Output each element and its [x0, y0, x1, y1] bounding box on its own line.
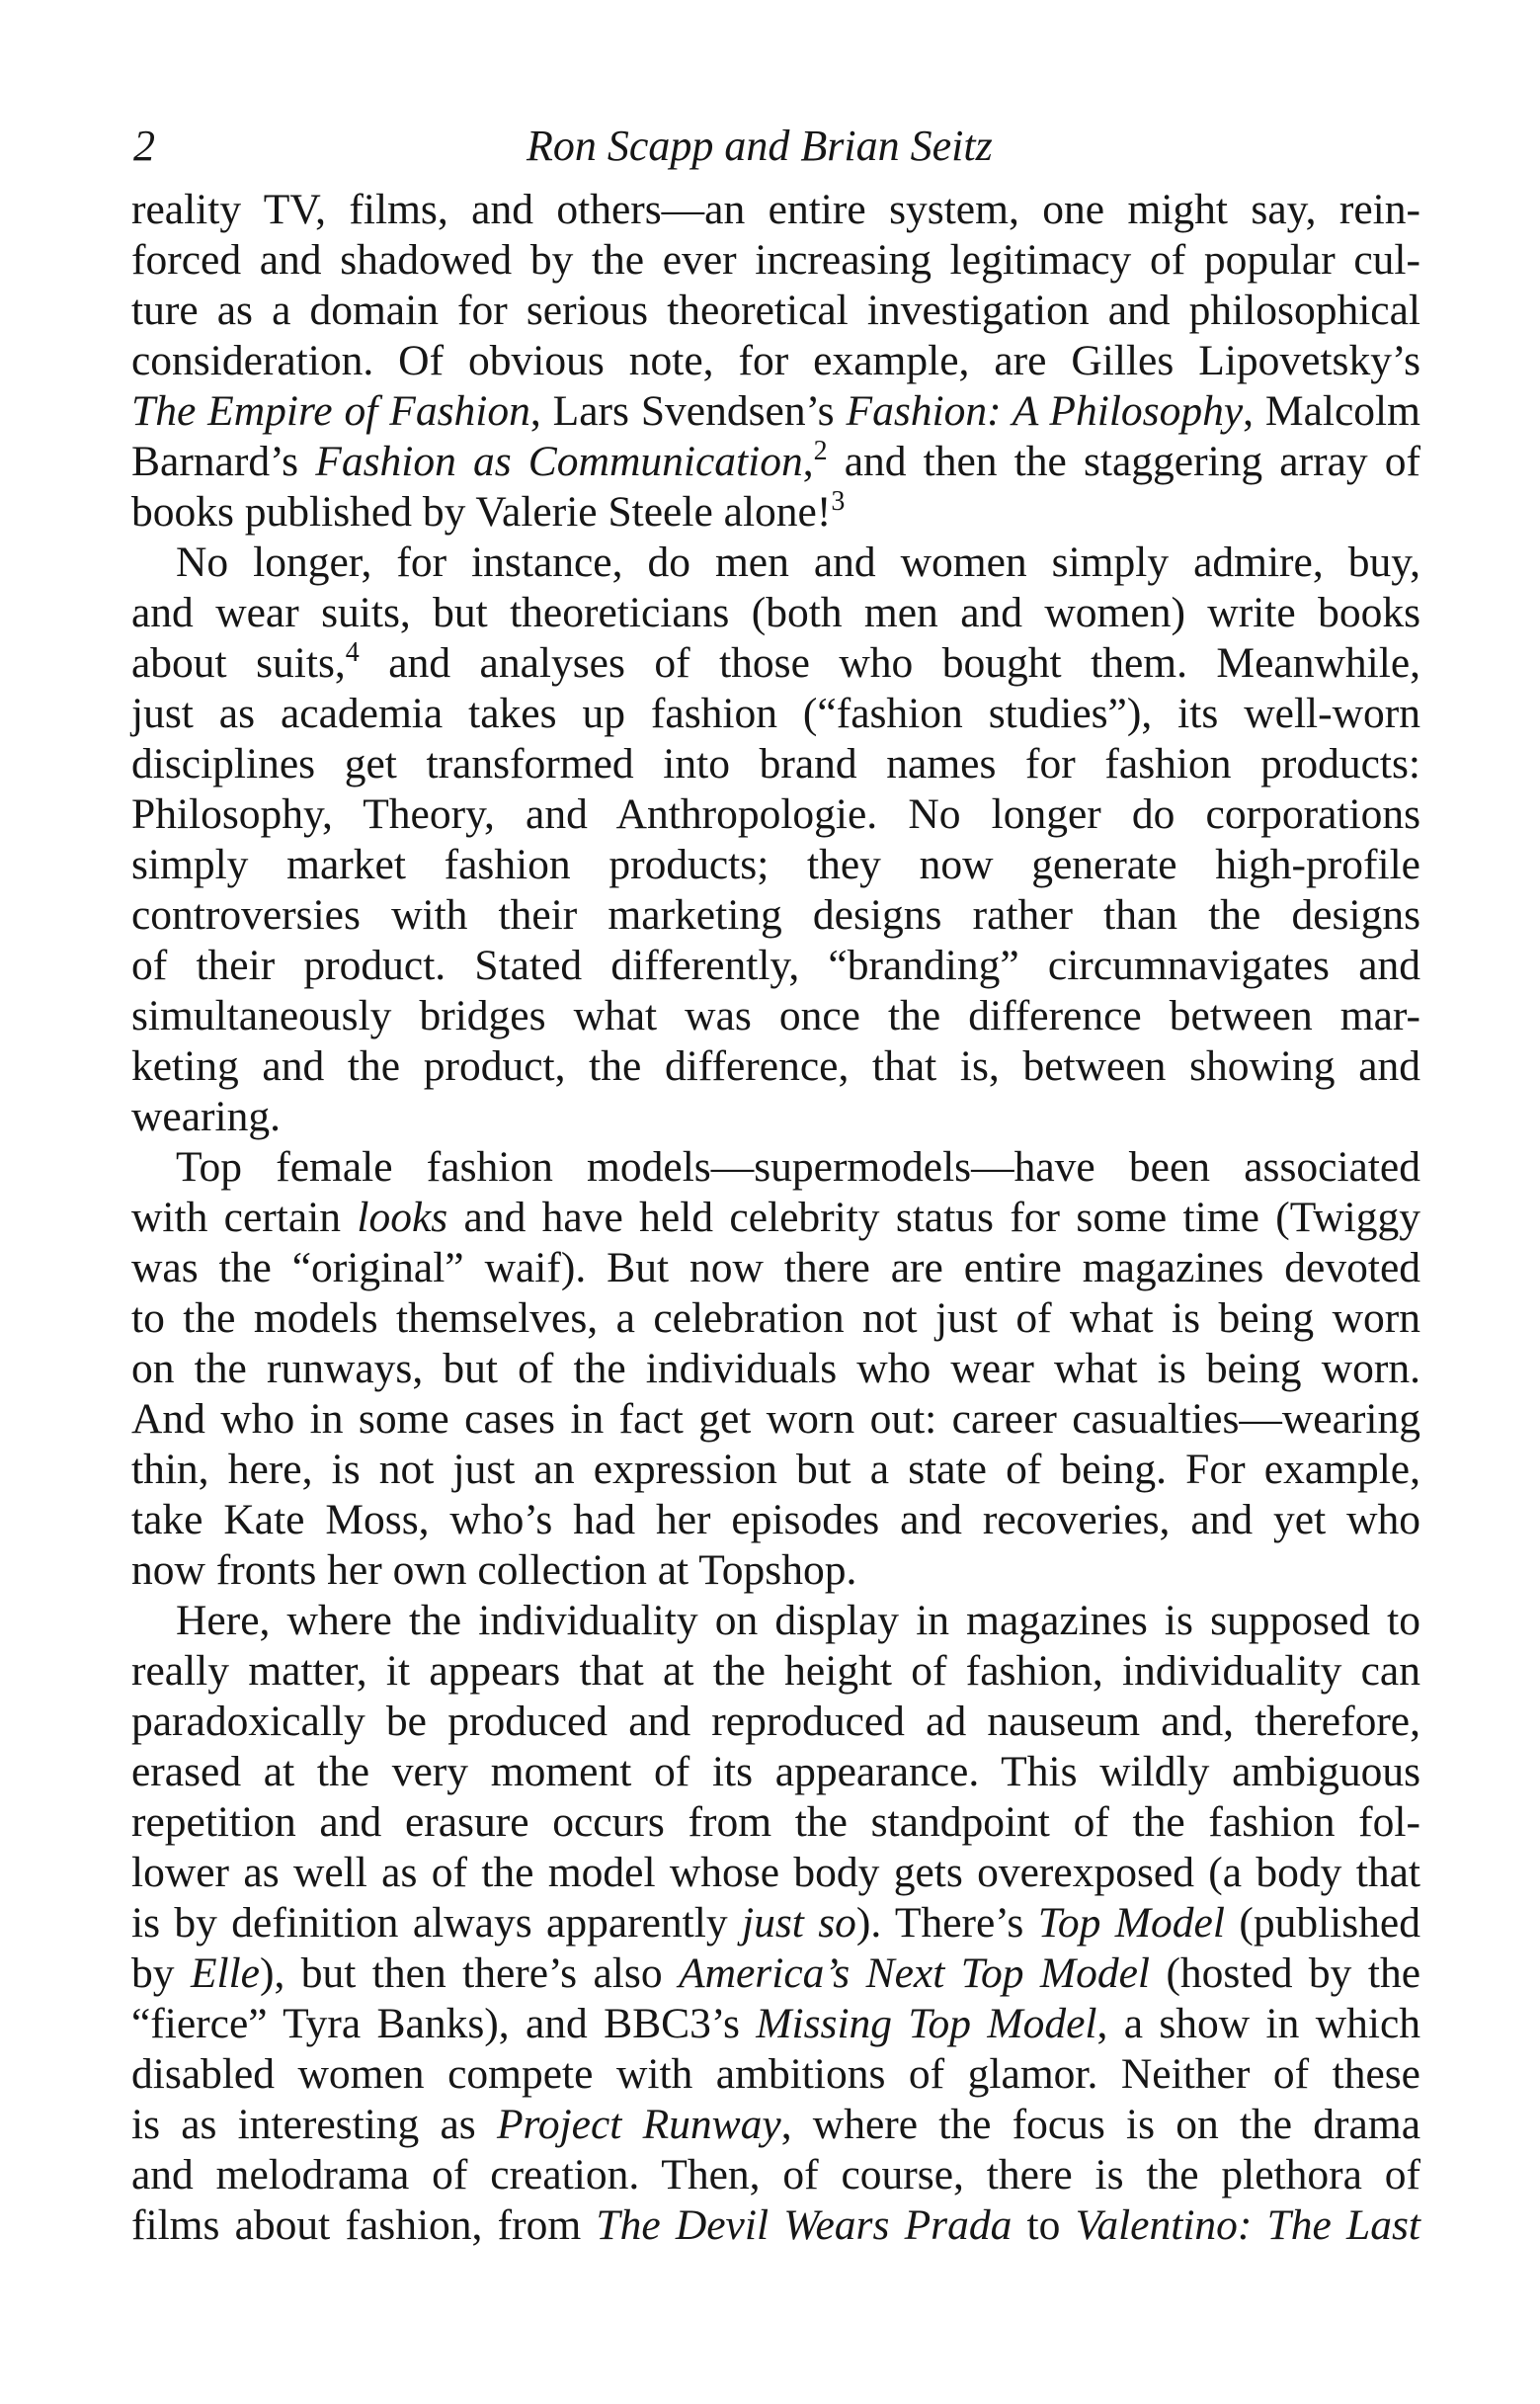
text-segment: wearing. [131, 1093, 281, 1140]
text-line [131, 1293, 1420, 1344]
footnote-reference: 4 [345, 637, 360, 668]
text-line [131, 1697, 1420, 1747]
text-segment: No longer, for instance, do men and women simply admire, buy, [176, 539, 1420, 586]
text-segment: and then the staggering array of [827, 438, 1420, 485]
footnote-reference: 2 [813, 436, 828, 466]
italic-title: Project Runway [496, 2101, 781, 2148]
text-line [131, 689, 1420, 739]
text-segment: , a show in which [1096, 2000, 1420, 2047]
text-segment: to [1012, 2201, 1076, 2249]
text-segment: simply market fashion products; they now generate high-profile [131, 841, 1420, 888]
text-line [131, 638, 1420, 689]
italic-title: The Empire of Fashion [131, 387, 530, 435]
text-segment: is as interesting as [131, 2101, 497, 2148]
text-line [131, 1092, 1420, 1142]
text-segment: ), but then there’s also [260, 1949, 680, 1997]
text-segment: on the runways, but of the individuals who wear what is being worn. [131, 1345, 1420, 1392]
text-line [131, 538, 1420, 588]
text-segment: consideration. Of obvious note, for example, are Gilles Lipovetsky’s [131, 337, 1420, 384]
text-line [131, 1948, 1420, 1999]
text-segment: and wear suits, but theoreticians (both men and women) write books [131, 589, 1420, 636]
text-line [131, 286, 1420, 336]
text-segment: and melodrama of creation. Then, of course, there is the plethora of [131, 2151, 1420, 2198]
page-number: 2 [133, 122, 155, 170]
text-line [131, 1445, 1420, 1495]
text-segment: forced and shadowed by the ever increasing legitimacy of popular cul- [131, 236, 1420, 284]
text-segment: just as academia takes up fashion (“fashion studies”), its well-worn [131, 690, 1420, 737]
text-line [131, 1898, 1420, 1948]
text-segment: Here, where the individuality on display in magazines is supposed to [176, 1597, 1420, 1644]
text-segment: by [131, 1949, 191, 1997]
italic-title: looks [357, 1194, 448, 1241]
text-segment: paradoxically be produced and reproduced ad nauseum and, therefore, [131, 1698, 1420, 1745]
text-segment: really matter, it appears that at the height of fashion, individuality can [131, 1647, 1420, 1695]
text-line [131, 1999, 1420, 2049]
footnote-reference: 3 [831, 486, 846, 517]
text-line [131, 2150, 1420, 2200]
text-segment: Barnard’s [131, 438, 316, 485]
text-line [131, 1243, 1420, 1293]
text-line [131, 1797, 1420, 1848]
text-segment: disciplines get transformed into brand names for fashion products: [131, 740, 1420, 788]
italic-title: Fashion as Communication [315, 438, 803, 485]
text-segment: (published [1224, 1899, 1420, 1947]
text-segment: with certain [131, 1194, 358, 1241]
running-title: Ron Scapp and Brian Seitz [527, 122, 993, 170]
text-line [131, 789, 1420, 840]
text-segment: (hosted by the [1150, 1949, 1421, 1997]
text-segment: films about fashion, from [131, 2201, 597, 2249]
text-line [131, 840, 1420, 890]
text-line [131, 2200, 1420, 2251]
text-line [131, 1545, 1420, 1596]
text-segment: , Malcolm [1243, 387, 1420, 435]
text-segment: is by definition always apparently [131, 1899, 742, 1947]
italic-title: Top Model [1037, 1899, 1225, 1947]
text-segment: , Lars Svendsen’s [529, 387, 847, 435]
text-segment: now fronts her own collection at Topshop. [131, 1546, 857, 1594]
text-segment: books published by Valerie Steele alone! [131, 488, 832, 536]
text-line [131, 739, 1420, 789]
text-segment: and analyses of those who bought them. Meanwhile, [359, 639, 1420, 687]
text-line [131, 1495, 1420, 1545]
italic-title: just so [741, 1899, 856, 1947]
text-line [131, 1747, 1420, 1797]
text-segment: Top female fashion models—supermodels—have been associated [176, 1143, 1420, 1191]
text-segment: reality TV, films, and others—an entire system, one might say, rein- [131, 186, 1420, 233]
running-head [131, 117, 1420, 176]
italic-title: The Devil Wears Prada [596, 2201, 1013, 2249]
text-segment: to the models themselves, a celebration not just of what is being worn [131, 1294, 1420, 1342]
text-line [131, 991, 1420, 1041]
text-line [131, 1142, 1420, 1193]
italic-title: Fashion: A Philosophy [846, 387, 1244, 435]
text-segment: disabled women compete with ambitions of glamor. Neither of these [131, 2050, 1420, 2098]
text-line [131, 1596, 1420, 1646]
text-line [131, 1344, 1420, 1394]
text-segment: “fierce” Tyra Banks), and BBC3’s [131, 2000, 757, 2047]
text-segment: was the “original” waif). But now there are entire magazines devoted [131, 1244, 1420, 1291]
text-segment: and have held celebrity status for some time (Twiggy [447, 1194, 1420, 1241]
italic-title: America’s Next Top Model [679, 1949, 1151, 1997]
text-line [131, 235, 1420, 286]
text-line [131, 1848, 1420, 1898]
text-segment: about suits, [131, 639, 346, 687]
book-page [131, 117, 1420, 2251]
text-segment: keting and the product, the difference, that is, between showing and [131, 1042, 1420, 1090]
italic-title: Missing Top Model [756, 2000, 1097, 2047]
text-line [131, 1193, 1420, 1243]
text-segment: take Kate Moss, who’s had her episodes and recoveries, and yet who [131, 1496, 1420, 1543]
text-segment: ). There’s [855, 1899, 1038, 1947]
text-line [131, 185, 1420, 235]
text-segment: Philosophy, Theory, and Anthropologie. No longer do corporations [131, 790, 1420, 838]
text-segment: , [802, 438, 814, 485]
text-segment: , where the focus is on the drama [780, 2101, 1420, 2148]
text-line [131, 487, 1420, 538]
italic-title: Elle [190, 1949, 260, 1997]
text-line [131, 2049, 1420, 2100]
text-segment: erased at the very moment of its appearance. This wildly ambiguous [131, 1748, 1420, 1795]
text-line [131, 941, 1420, 991]
text-line [131, 2100, 1420, 2150]
text-segment: And who in some cases in fact get worn out: career casualties—wearing [131, 1395, 1420, 1443]
text-segment: repetition and erasure occurs from the standpoint of the fashion fol- [131, 1798, 1420, 1846]
text-segment: of their product. Stated differently, “branding” circumnavigates and [131, 942, 1420, 989]
italic-title: Valentino: The Last [1075, 2201, 1421, 2249]
text-line [131, 1646, 1420, 1697]
text-segment: thin, here, is not just an expression but a state of being. For example, [131, 1446, 1420, 1493]
text-line [131, 1394, 1420, 1445]
text-segment: lower as well as of the model whose body gets overexposed (a body that [131, 1849, 1420, 1896]
text-line [131, 437, 1420, 487]
text-line [131, 588, 1420, 638]
text-segment: controversies with their marketing designs rather than the designs [131, 891, 1420, 939]
text-line [131, 890, 1420, 941]
body-text [131, 185, 1420, 2251]
text-line [131, 386, 1420, 437]
text-line [131, 336, 1420, 386]
text-segment: ture as a domain for serious theoretical investigation and philosophical [131, 287, 1420, 334]
text-line [131, 1041, 1420, 1092]
text-segment: simultaneously bridges what was once the difference between mar- [131, 992, 1420, 1039]
